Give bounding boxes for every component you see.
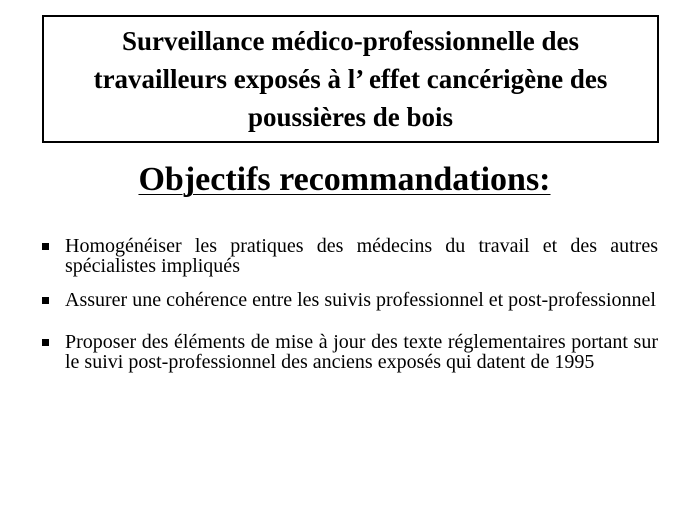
bullet-item-harmonize: [38, 236, 658, 276]
square-bullet-icon: [42, 339, 49, 346]
slide-title: Surveillance médico-professionnelle des travailleurs exposés à l’ effet cancérigène des poussières de bois: [93, 26, 608, 132]
square-bullet-icon: [42, 243, 49, 250]
square-bullet-icon: [42, 297, 49, 304]
bullet-list: [38, 236, 658, 372]
slide-subtitle: Objectifs recommandations:: [138, 161, 551, 198]
bullet-item-regulation-update: [38, 332, 658, 372]
bullet-text: Assurer une cohérence entre les suivis professionnel et post-professionnel: [65, 289, 656, 311]
bullet-text: Homogénéiser les pratiques des médecins du travail et des autres spécialistes impliqués: [65, 235, 658, 277]
bullet-item-coherence: [38, 290, 658, 310]
title-box: [42, 15, 659, 143]
bullet-text: Proposer des éléments de mise à jour des texte réglementaires portant sur le suivi post-professionnel des anciens exposés qui datent de 1995: [65, 331, 658, 373]
